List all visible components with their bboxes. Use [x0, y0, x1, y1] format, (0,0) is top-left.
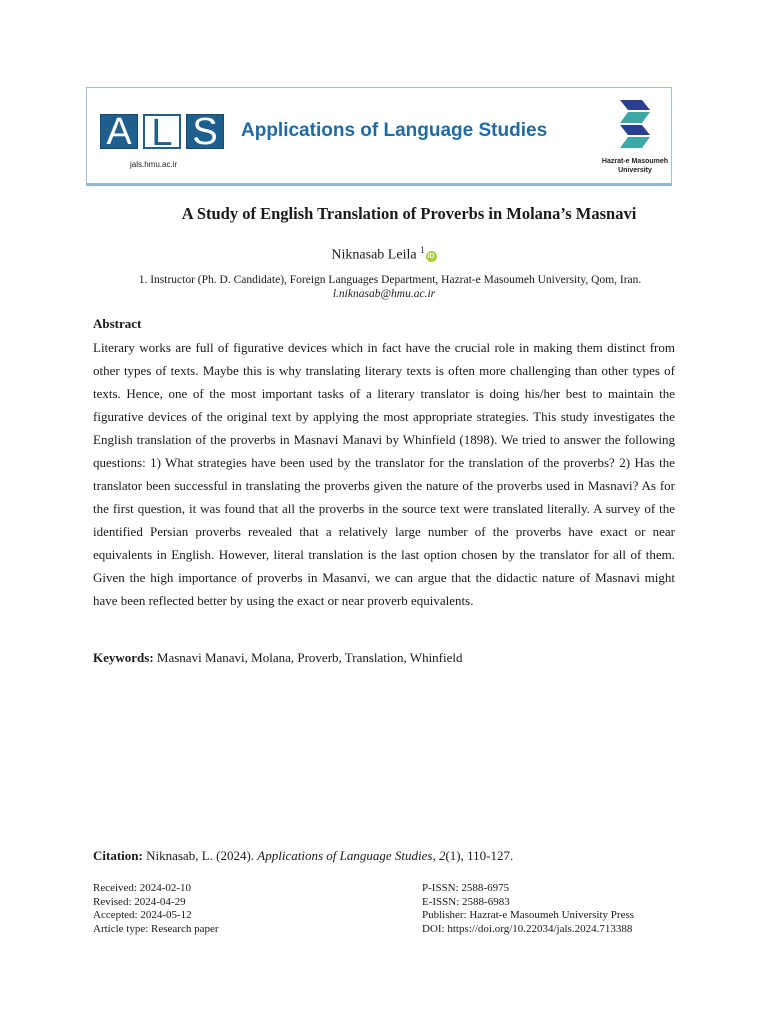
journal-name: Applications of Language Studies — [241, 120, 548, 141]
journal-logo[interactable] — [100, 111, 229, 154]
abstract-heading: Abstract — [93, 316, 142, 331]
article-dates — [93, 882, 219, 936]
author-name: Niknasab Leila — [331, 247, 417, 263]
citation-journal: Applications of Language Studies — [257, 848, 433, 863]
orcid-icon[interactable]: iD — [427, 252, 435, 260]
doi-link[interactable]: DOI: https://doi.org/10.22034/jals.2024.713388 — [422, 922, 633, 935]
logo-letter-a: A — [100, 114, 138, 149]
keywords — [93, 650, 675, 666]
revised-date: Revised: 2024-04-29 — [93, 895, 186, 908]
p-issn: P-ISSN: 2588-6975 — [422, 882, 510, 894]
author-affiliation: 1. Instructor (Ph. D. Candidate), Foreign Languages Department, Hazrat-e Masoumeh University, Qom, Iran. — [138, 274, 642, 286]
publication-info — [422, 882, 634, 936]
header-divider — [86, 183, 672, 186]
accepted-date: Accepted: 2024-05-12 — [93, 909, 192, 921]
paper-title: A Study of English Translation of Proverbs in Molana’s Masnavi — [181, 204, 637, 223]
logo-letter-l: L — [143, 114, 181, 149]
keywords-text: Masnavi Manavi, Molana, Proverb, Translation, Whinfield — [156, 650, 463, 665]
university-name: Hazrat-e Masoumeh University — [601, 158, 669, 174]
journal-url-link[interactable]: jals.hmu.ac.ir — [130, 160, 178, 169]
abstract-text: Literary works are full of figurative devices which in fact have the crucial role in making them distinct from other types of texts. Maybe this is why translating literary texts is often more challenging than other types of texts. Hence, one of the most important tasks of a literary translator is doing his/her best to maintain the figurative devices of the original text by applying the most appropriate strategies. This study investigates the English translation of the proverbs in Masnavi Manavi by Whinfield (1898). We tried to answer the following questions: 1) What strategies have been used by the translator for the translation of the proverbs? 2) Has the translator been successful in translating the proverbs given the nature of the proverbs used in Masnavi? As for the first question, it was found that all the proverbs in the source text were translated literally. A survey of the identified Persian proverbs revealed that a relatively large number of the proverbs have exact or near equivalents in English. However, literal translation is the last option chosen by the translator for all of them. Given the high importance of proverbs in Masanvi, we can argue that the didactic nature of Masnavi might have been reflected better by using the exact or near proverb equivalents. — [93, 340, 675, 608]
logo-letter-s: S — [186, 114, 224, 149]
received-date: Received: 2024-02-10 — [93, 882, 192, 894]
citation-prefix: Niknasab, L. (2024). — [146, 848, 255, 863]
article-type: Article type: Research paper — [93, 922, 219, 935]
citation: Citation: Niknasab, L. (2024). Applications of Language Studies, 2(1), 110-127. — [93, 848, 514, 863]
keywords-label: Keywords: — [93, 650, 154, 665]
author-email-link[interactable]: l.niknasab@hmu.ac.ir — [332, 288, 436, 300]
author-affiliation-marker: 1 — [420, 245, 425, 255]
author-line — [0, 245, 768, 264]
citation-volume: 2 — [438, 848, 446, 863]
e-issn: E-ISSN: 2588-6983 — [422, 895, 510, 908]
publisher: Publisher: Hazrat-e Masoumeh University Press — [422, 909, 635, 921]
citation-issue-pages: (1), 110-127. — [445, 848, 514, 863]
citation-label: Citation: — [93, 848, 143, 863]
university-emblem-icon — [612, 96, 662, 152]
